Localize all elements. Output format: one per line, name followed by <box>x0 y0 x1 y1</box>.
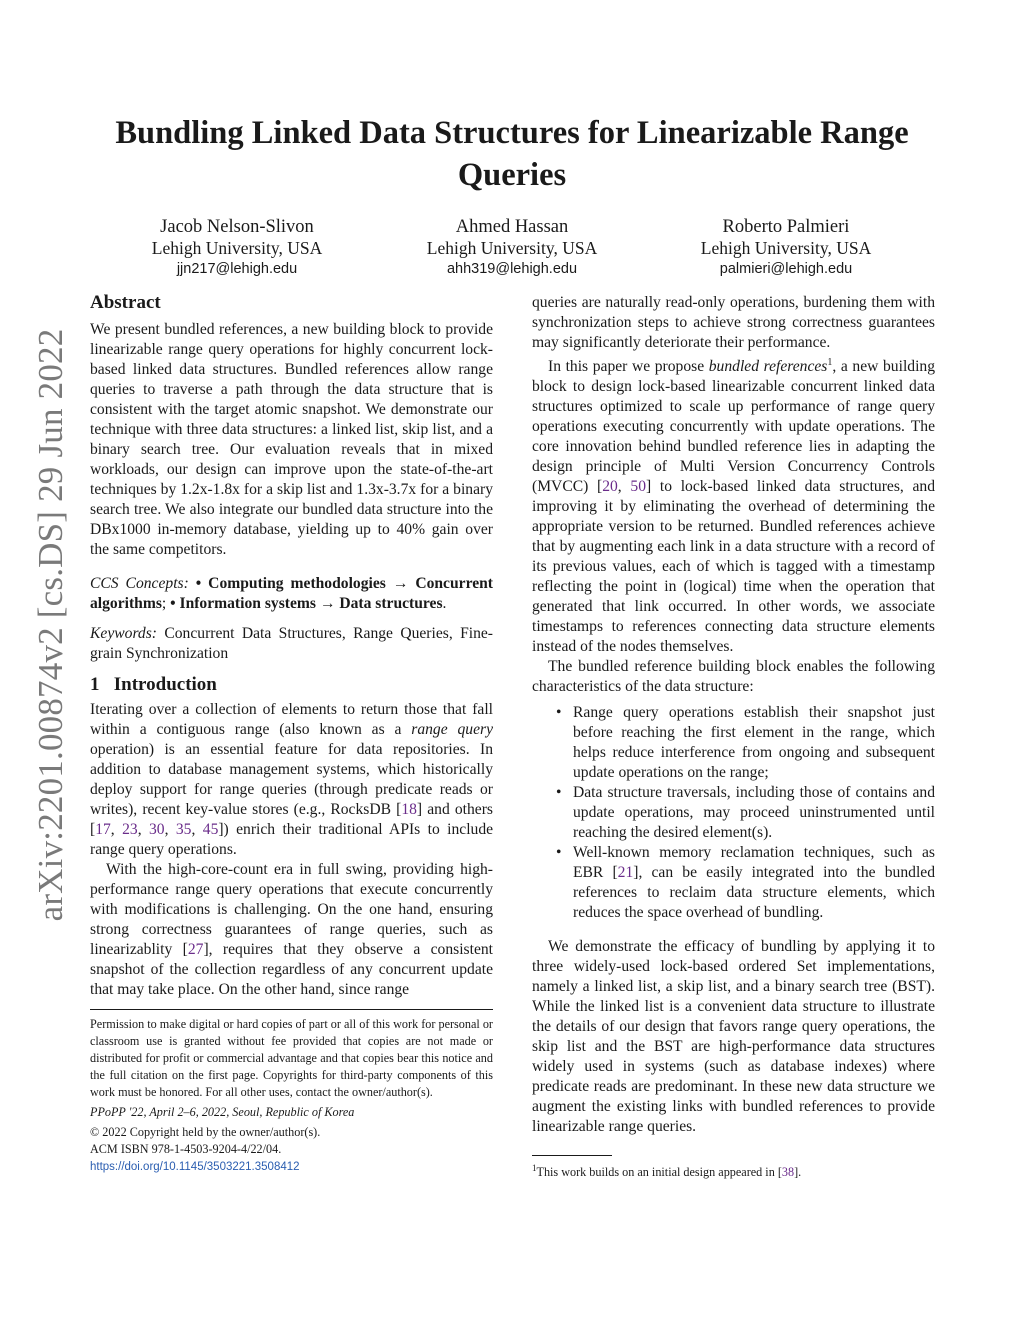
intro-paragraph-1: Iterating over a collection of elements to return those that fall within a contiguous range (also known as a range query operation) is an essential feature for data repositories. In addition to database management systems, which historically deploy support for range queries (through predicate reads or writes), recent key-value stores (e.g., RocksDB [18] and others [17, 23, 30, 35, 45]) enrich their traditional APIs to include range query operations. <box>90 701 494 858</box>
ccs-concepts: CCS Concepts: • Computing methodologies → Concurrent algorithms; • Information systems → Data structures. <box>90 575 494 612</box>
intro-paragraph-6: We demonstrate the efficacy of bundling by applying it to three widely-used lock-based ordered Set implementations, namely a linked list, a skip list, and a binary search tree (BST). While the linked list is a convenient data structure to illustrate the details of our design that favors range query operations, the skip list and the BST are high-performance data structures widely used in systems (such as database indexes) where predicate reads are predominant. In these new data structure we augment the existing links with bundled references to provide linearizable range queries. <box>532 938 935 1136</box>
left-column <box>90 290 493 1176</box>
keywords-text: Concurrent Data Structures, Range Queries, Fine-grain Synchronization <box>90 625 493 662</box>
isbn-text: ACM ISBN 978-1-4503-9204-4/22/04. <box>90 1142 282 1156</box>
right-column <box>532 293 935 1181</box>
citation-link[interactable]: 45 <box>202 821 219 838</box>
citation-link[interactable]: 27 <box>187 941 204 958</box>
intro-paragraph-4: In this paper we propose bundled references$^1$, a new building block to design lock-based linearizable concurrent linked data structures optimized to scale up performance of range query operations executing concurrently with update operations. The core innovation behind bundled reference lies in adapting the design principle of Multi Version Concurrency Controls (MVCC) [20, 50] to lock-based linked data structures, and improving it by eliminating the overhead of determining the appropriate version to be returned. Bundled references achieve that by augmenting each link in a data structure with a record of its previous values, each of which is tagged with a timestamp reflecting the point in (logical) time when the operation that generated that link occurred. In other words, we associate timestamps to references connecting data structure elements instead of the nodes themselves. <box>532 357 935 656</box>
author-name: Roberto Palmieri <box>722 217 850 237</box>
citation-link[interactable]: 30 <box>148 821 165 838</box>
keywords-label: Keywords: <box>90 625 157 642</box>
abstract-heading: Abstract <box>90 292 161 313</box>
section-heading-introduction: 1 Introduction <box>90 674 217 695</box>
citation-link[interactable]: 35 <box>175 821 192 838</box>
author-email: palmieri@lehigh.edu <box>719 261 853 277</box>
list-item: • Data structure traversals, including those of contains and update operations, may proceed uninstrumented until reaching the desired element(s). <box>556 784 935 842</box>
list-item: • Range query operations establish their snapshot just before reaching the first element in the range, which helps reduce interference from ongoing and subsequent update operations on the range; <box>556 704 935 782</box>
author-name: Jacob Nelson-Slivon <box>160 217 314 237</box>
citation-link[interactable]: 21 <box>617 864 634 882</box>
author-1 <box>107 217 367 280</box>
citation-link[interactable]: 23 <box>122 821 138 838</box>
copyright-text: © 2022 Copyright held by the owner/author(s). <box>90 1125 321 1139</box>
arxiv-identifier: arXiv:2201.00874v2 [cs.DS] 29 Jun 2022 <box>31 328 70 922</box>
author-name: Ahmed Hassan <box>455 217 569 237</box>
footnote: $^1$This work builds on an initial design appeared in [38]. <box>532 1163 802 1180</box>
citation-link[interactable]: 17 <box>95 821 111 838</box>
intro-paragraph-5: The bundled reference building block enables the following characteristics of the data structure: <box>532 658 935 696</box>
permission-block <box>90 1009 493 1176</box>
ccs-label: CCS Concepts: <box>90 575 189 592</box>
ccs-item-1: • Computing methodologies → Concurrent algorithms <box>90 575 494 612</box>
author-affiliation: Lehigh University, USA <box>426 238 598 258</box>
author-email: jjn217@lehigh.edu <box>176 261 298 277</box>
characteristics-list <box>532 703 935 923</box>
keywords <box>90 624 493 664</box>
permission-text: Permission to make digital or hard copies of part or all of this work for personal or classroom use is granted without fee provided that copies are not made or distributed for profit or commercial advantage and that copies bear this notice and the full citation on the first page. Copyrights for third-party components of this work must be honored. For all other uses, contact the owner/author(s). <box>90 1017 493 1099</box>
footnote-rule <box>532 1155 612 1156</box>
ccs-item-2: • Information systems → Data structures <box>170 595 443 612</box>
intro-paragraph-2: With the high-core-count era in full swing, providing high-performance range query operations that execute concurrently with modifications is challenging. On the one hand, ensuring strong correctness guarantees of range queries, such as linearizablity [27], requires that they observe a consistent snapshot of the collection regardless of any concurrent update that may take place. On the other hand, since range <box>90 861 494 998</box>
author-email: ahh319@lehigh.edu <box>446 261 578 277</box>
conference-info: PPoPP '22, April 2–6, 2022, Seoul, Republic of Korea <box>90 1105 355 1119</box>
author-3 <box>656 217 916 280</box>
doi-link[interactable]: https://doi.org/10.1145/3503221.3508412 <box>90 1161 300 1173</box>
author-affiliation: Lehigh University, USA <box>151 238 323 258</box>
intro-paragraph-3: queries are naturally read-only operations, burdening them with synchronization steps to achieve strong correctness guarantees may significantly deteriorate their performance. <box>532 294 935 351</box>
list-item: • Well-known memory reclamation techniques, such as EBR [21], can be easily integrated into the bundled references to reclaim data structure elements, which reduces the space overhead of bundling. <box>556 844 935 922</box>
citation-link[interactable]: 38 <box>781 1165 795 1180</box>
author-affiliation: Lehigh University, USA <box>700 238 872 258</box>
abstract-text: We present bundled references, a new building block to provide linearizable range query operations for highly concurrent lock-based linked data structures. Bundled references allow range queries to traverse a path through the data structure that is consistent with the target atomic snapshot. We demonstrate our technique with three data structures: a linked list, skip list, and a binary search tree. Our evaluation reveals that in mixed workloads, our design can improve upon the state-of-the-art techniques by 1.2x-1.8x for a skip list and 1.3x-3.7x for a binary search tree. We also integrate our bundled data structure into the DBx1000 in-memory database, yielding up to 40% gain over the same competitors. <box>90 321 493 558</box>
citation-link[interactable]: 20 <box>602 478 618 496</box>
author-2 <box>382 217 642 280</box>
citation-link[interactable]: 18 <box>401 801 417 818</box>
paper-title: Bundling Linked Data Structures for Linearizable Range Queries <box>115 115 909 193</box>
citation-link[interactable]: 50 <box>630 478 646 496</box>
footnote-marker[interactable]: 1 <box>827 357 833 368</box>
